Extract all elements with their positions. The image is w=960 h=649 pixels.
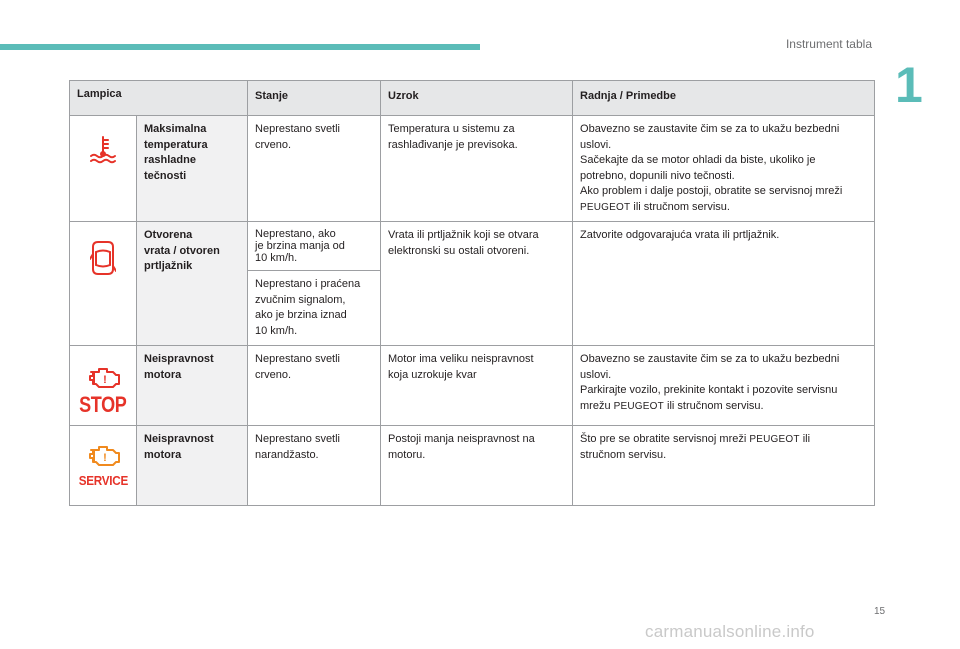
table-row <box>70 222 875 271</box>
lamp-name: prtljažnik <box>144 260 193 272</box>
table-row <box>70 426 875 506</box>
page-number: 15 <box>874 606 886 617</box>
brand-name: PEUGEOT <box>580 201 631 213</box>
state-cell <box>248 116 381 222</box>
header-action: Radnja / Primedbe <box>573 81 875 116</box>
state-text: 10 km/h. <box>255 324 298 337</box>
service-label: SERVICE <box>78 473 128 488</box>
cause-text: elektronski su ostali otvoreni. <box>388 244 530 257</box>
action-text: Sačekajte da se motor ohladi da biste, ukoliko je <box>580 154 816 166</box>
cause-cell <box>381 426 573 506</box>
cause-text: Vrata ili prtljažnik koji se otvara <box>388 229 539 241</box>
lamp-name: rashladne <box>144 154 196 166</box>
action-text-brand-line <box>580 200 867 216</box>
lamp-name: motora <box>144 448 182 461</box>
cause-cell <box>381 116 573 222</box>
action-cell <box>573 222 875 346</box>
cause-text: Temperatura u sistemu za <box>388 123 515 135</box>
action-text: uslovi. <box>580 138 612 151</box>
header-lamp: Lampica <box>70 81 248 116</box>
action-text: Što pre se obratite servisnoj mreži <box>580 433 747 445</box>
state-text: ako je brzina iznad <box>255 309 347 321</box>
svg-text:!: ! <box>103 452 107 464</box>
brand-name: PEUGEOT <box>749 434 800 445</box>
state-cell <box>248 271 381 346</box>
table-row <box>70 116 875 222</box>
action-text: ili stručnom servisu. <box>633 200 730 213</box>
lamp-name: vrata / otvoren <box>144 244 220 257</box>
section-title: Instrument tabla <box>785 37 872 51</box>
state-text: Neprestano svetli <box>255 123 341 135</box>
header-cause: Uzrok <box>381 81 573 116</box>
action-text: Ako problem i dalje postoji, obratite se servisnoj mreži <box>580 185 843 197</box>
lamp-name: Neispravnost <box>144 353 214 365</box>
chapter-number: 1 <box>895 57 923 113</box>
state-text: je brzina manja od <box>255 240 345 252</box>
cause-cell <box>381 222 573 346</box>
lamp-name: motora <box>144 368 182 381</box>
icon-cell <box>70 346 137 426</box>
action-text: Obavezno se zaustavite čim se za to ukažu bezbedni <box>580 353 840 365</box>
icon-cell <box>70 116 137 222</box>
lamp-name-cell <box>137 426 248 506</box>
action-text: ili <box>802 433 811 445</box>
state-text: narandžasto. <box>255 448 319 461</box>
engine-icon <box>85 444 121 468</box>
table-row <box>70 346 875 426</box>
lamp-name: tečnosti <box>144 169 187 182</box>
action-text-brand-line <box>580 399 867 415</box>
cause-cell <box>381 346 573 426</box>
watermark: carmanualsonline.info <box>645 622 815 641</box>
icon-cell <box>70 426 137 506</box>
state-text: Neprestano svetli <box>255 353 341 365</box>
cause-text: Postoji manja neispravnost na <box>388 433 535 445</box>
state-text: Neprestano, ako <box>255 228 336 240</box>
lamp-name-cell <box>137 116 248 222</box>
table-header-row <box>70 81 875 116</box>
state-cell <box>248 346 381 426</box>
door-open-icon <box>90 240 116 276</box>
warning-lamps-table <box>69 80 875 506</box>
action-cell <box>573 426 875 506</box>
state-text: Neprestano svetli <box>255 433 341 445</box>
action-text: Obavezno se zaustavite čim se za to ukažu bezbedni <box>580 123 840 135</box>
cause-text: koja uzrokuje kvar <box>388 368 477 381</box>
lamp-name: Otvorena <box>144 229 193 241</box>
state-text: crveno. <box>255 138 292 151</box>
state-text: Neprestano i praćena <box>255 278 361 290</box>
action-text: mrežu <box>580 399 611 412</box>
action-text: stručnom servisu. <box>580 448 667 461</box>
action-text: Parkirajte vozilo, prekinite kontakt i pozovite servisnu <box>580 384 838 396</box>
state-cell <box>248 222 381 271</box>
action-text: ili stručnom servisu. <box>667 399 764 412</box>
state-cell <box>248 426 381 506</box>
lamp-name: Neispravnost <box>144 433 214 445</box>
header-state: Stanje <box>248 81 381 116</box>
action-cell <box>573 346 875 426</box>
engine-icon <box>85 366 121 390</box>
icon-cell <box>70 222 137 346</box>
top-accent-bar <box>0 44 480 50</box>
state-text: 10 km/h. <box>255 252 298 264</box>
action-text: potrebno, dopunili nivo tečnosti. <box>580 169 735 182</box>
cause-text: Motor ima veliku neispravnost <box>388 353 534 365</box>
cause-text: rashlađivanje je previsoka. <box>388 138 518 151</box>
action-text: Zatvorite odgovarajuća vrata ili prtljažnik. <box>580 229 780 241</box>
stop-label: STOP <box>79 392 127 417</box>
action-text-brand-line <box>580 432 867 448</box>
state-text: crveno. <box>255 368 292 381</box>
brand-name: PEUGEOT <box>613 400 664 412</box>
lamp-name-cell <box>137 346 248 426</box>
action-cell <box>573 116 875 222</box>
lamp-name-cell <box>137 222 248 346</box>
lamp-name: Maksimalna <box>144 123 207 135</box>
svg-text:!: ! <box>103 374 107 386</box>
coolant-temperature-icon <box>88 134 118 164</box>
cause-text: motoru. <box>388 448 426 461</box>
state-text: zvučnim signalom, <box>255 293 346 306</box>
action-text: uslovi. <box>580 368 612 381</box>
lamp-name: temperatura <box>144 138 208 151</box>
